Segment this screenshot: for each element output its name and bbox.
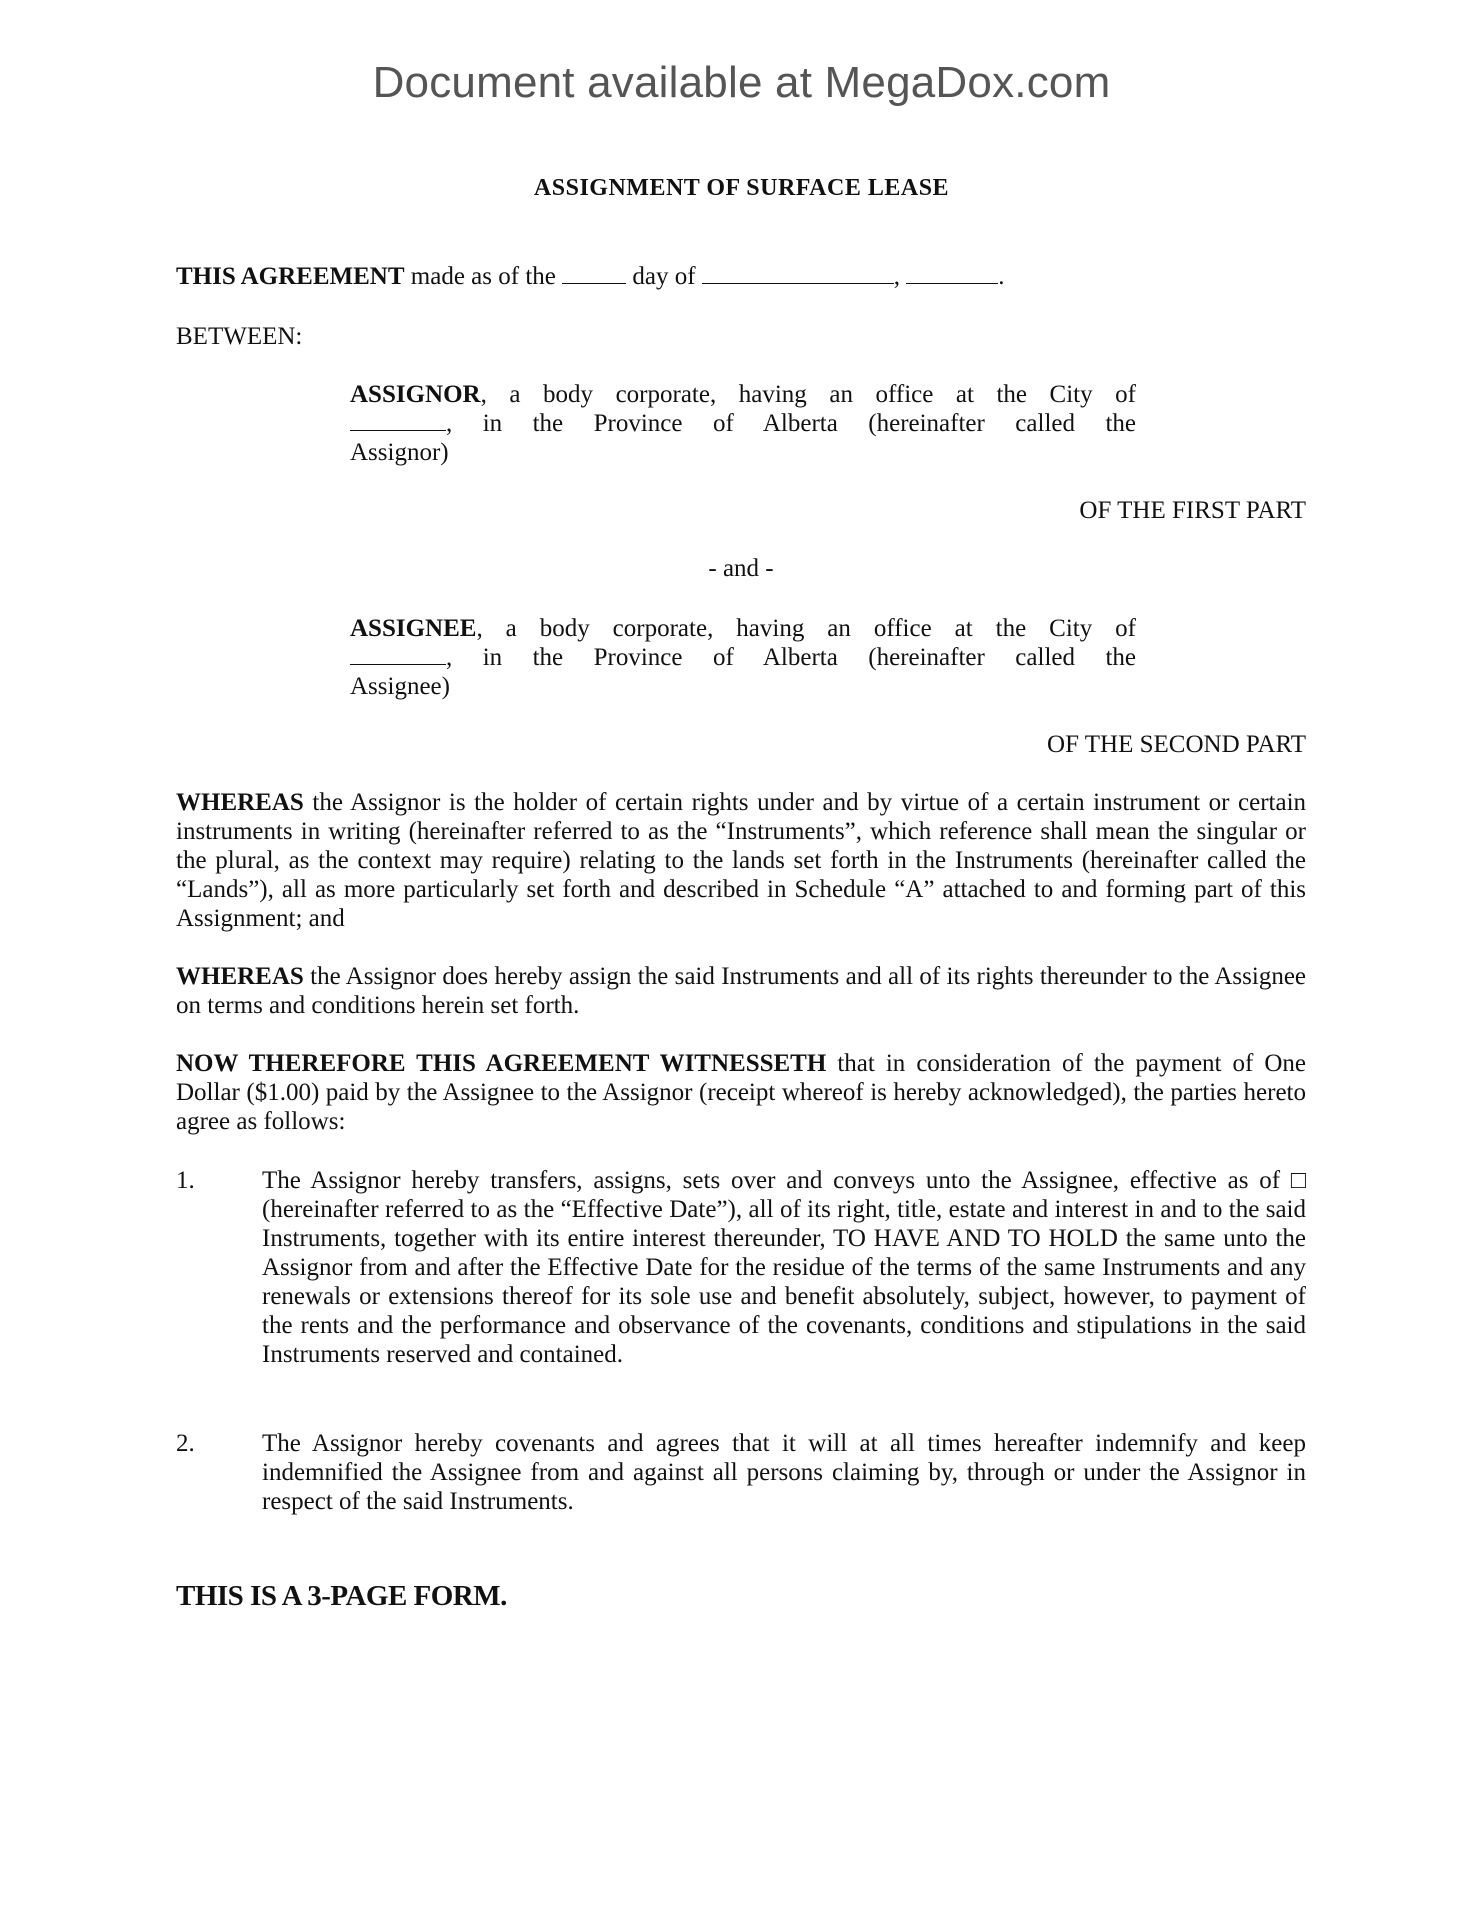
second-part-label: OF THE SECOND PART — [1047, 731, 1306, 758]
assignee-line-2 — [350, 643, 1136, 672]
between-label: BETWEEN: — [176, 323, 303, 350]
day-blank — [562, 263, 626, 284]
and-separator: - and - — [708, 555, 774, 582]
whereas-2-text: the Assignor does hereby assign the said Instruments and all of its rights thereunder to the Assignee on terms and conditions herein set forth. — [176, 963, 1307, 1019]
assignor-line-1 — [350, 380, 1136, 409]
megadox-banner: Document available at MegaDox.com — [372, 58, 1111, 107]
clause-2-text: The Assignor hereby covenants and agrees that it will at all times hereafter indemnify and keep indemnified the Assignee from and against all persons claiming by, through or under the Assignor in respect of the said Instruments. — [262, 1430, 1306, 1515]
now-therefore-lead: NOW THEREFORE THIS AGREEMENT WITNESSETH — [176, 1050, 827, 1077]
agreement-date-line — [176, 262, 1076, 291]
assignee-line-2-text: , in the Province of Alberta (hereinafter called the — [446, 644, 1136, 671]
now-therefore-paragraph — [176, 1049, 1306, 1136]
assignor-line-3: Assignor) — [350, 439, 449, 466]
month-blank — [702, 263, 894, 284]
clause-2-number: 2. — [176, 1430, 195, 1457]
assignee-line-1-text: , a body corporate, having an office at the City of — [476, 615, 1136, 642]
now-therefore-text: that in consideration of the payment of One Dollar ($1.00) paid by the Assignee to the Assignor (receipt whereof is hereby acknowledged), the parties hereto agree as follows: — [176, 1050, 1307, 1135]
clause-1-text: The Assignor hereby transfers, assigns, sets over and conveys unto the Assignee, effective as of □ (hereinafter referred to as the “Effective Date”), all of its right, title, estate and interest in and to the said Instruments, together with its entire interest thereunder, TO HAVE AND TO HOLD the same unto the Assignor from and after the Effective Date for the residue of the terms of the same Instruments and any renewals or extensions thereof for its sole use and benefit absolutely, subject, however, to payment of the rents and the performance and observance of the covenants, conditions and stipulations in the said Instruments reserved and contained. — [262, 1167, 1306, 1368]
assignor-line-2 — [350, 409, 1136, 438]
assignee-name: ASSIGNEE — [350, 615, 477, 642]
assignor-line-1-text: , a body corporate, having an office at the City of — [480, 381, 1136, 408]
whereas-paragraph-2 — [176, 962, 1306, 1020]
agreement-day-text: day of — [632, 263, 696, 290]
agreement-made-text: made as of the — [410, 263, 556, 290]
year-blank — [906, 263, 998, 284]
page-count-note: THIS IS A 3-PAGE FORM. — [176, 1580, 507, 1612]
whereas-1-lead: WHEREAS — [176, 789, 304, 816]
whereas-2-lead: WHEREAS — [176, 963, 304, 990]
first-part-label: OF THE FIRST PART — [1079, 497, 1306, 524]
assignor-city-blank — [350, 410, 446, 431]
assignee-city-blank — [350, 644, 446, 665]
document-title: ASSIGNMENT OF SURFACE LEASE — [533, 175, 950, 201]
whereas-1-text: the Assignor is the holder of certain rights under and by virtue of a certain instrument or certain instruments in writing (hereinafter referred to as the “Instruments”, which reference shall mean the singular or the plural, as the context may require) relating to the lands set forth in the Instruments (hereinafter called the “Lands”), all as more particularly set forth and described in Schedule “A” attached to and forming part of this Assignment; and — [176, 789, 1307, 932]
date-comma: , — [893, 263, 901, 290]
whereas-paragraph-1 — [176, 788, 1306, 933]
assignor-name: ASSIGNOR — [350, 381, 481, 408]
assignee-line-3: Assignee) — [350, 673, 450, 700]
assignor-line-2-text: , in the Province of Alberta (hereinafter called the — [446, 410, 1136, 437]
date-period: . — [998, 263, 1005, 290]
clause-1-number: 1. — [176, 1167, 195, 1194]
agreement-lead: THIS AGREEMENT — [176, 263, 405, 290]
assignee-line-1 — [350, 614, 1136, 643]
